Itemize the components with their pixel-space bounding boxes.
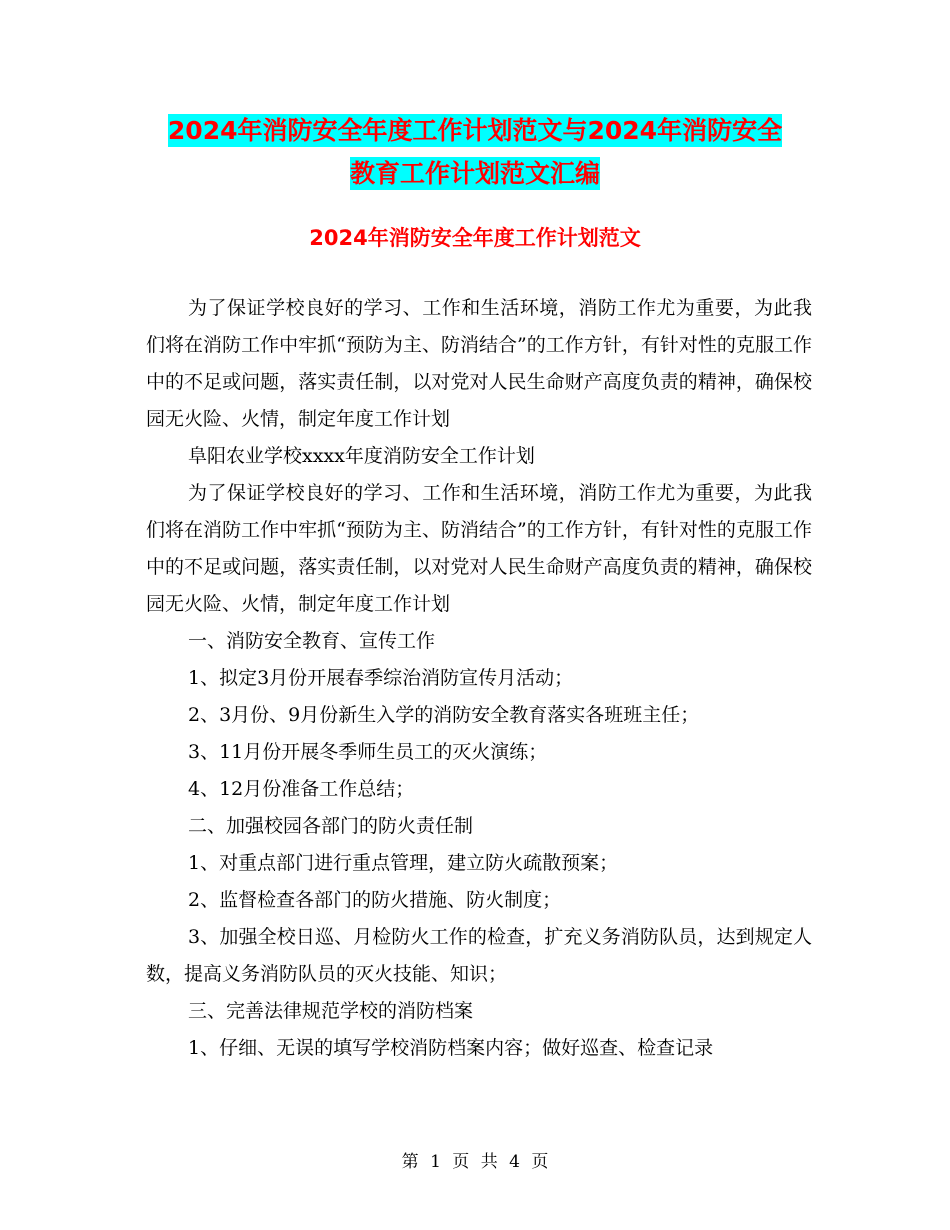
document-body xyxy=(146,290,812,1067)
list-item: 4、12月份准备工作总结； xyxy=(188,778,415,800)
section-heading-1: 一、消防安全教育、宣传工作 xyxy=(188,630,436,652)
document-title-text-1: 2024年消防安全年度工作计划范文与2024年消防安全 xyxy=(167,116,783,145)
document-title-line-2 xyxy=(0,151,950,197)
paragraph-intro-repeat: 为了保证学校良好的学习、工作和生活环境，消防工作尤为重要，为此我们将在消防工作中牢抓“预防为主、防消结合”的工作方针，有针对性的克服工作中的不足或问题，落实责任制，以对党对人民生命财产高度负责的精神，确保校园无火险、火情，制定年度工作计划 xyxy=(146,482,812,615)
list-item: 3、加强全校日巡、月检防火工作的检查，扩充义务消防队员，达到规定人数，提高义务消防队员的灭火技能、知识； xyxy=(146,926,812,985)
document-title-text-2: 教育工作计划范文汇编 xyxy=(349,159,600,188)
list-item: 1、仔细、无误的填写学校消防档案内容；做好巡查、检查记录 xyxy=(188,1037,714,1059)
list-item: 1、拟定3月份开展春季综治消防宣传月活动； xyxy=(188,667,574,689)
section-heading-3: 三、完善法律规范学校的消防档案 xyxy=(188,1000,474,1022)
list-item: 2、3月份、9月份新生入学的消防安全教育落实各班班主任； xyxy=(188,704,700,726)
section-heading-2: 二、加强校园各部门的防火责任制 xyxy=(188,815,474,837)
list-item: 1、对重点部门进行重点管理，建立防火疏散预案； xyxy=(188,852,619,874)
school-plan-heading: 阜阳农业学校xxxx年度消防安全工作计划 xyxy=(188,445,535,467)
document-title-line-1 xyxy=(0,108,950,154)
page-footer: 第 1 页 共 4 页 xyxy=(401,1152,549,1172)
list-item: 3、11月份开展冬季师生员工的灭火演练； xyxy=(188,741,548,763)
paragraph-intro: 为了保证学校良好的学习、工作和生活环境，消防工作尤为重要，为此我们将在消防工作中牢抓“预防为主、防消结合”的工作方针，有针对性的克服工作中的不足或问题，落实责任制，以对党对人民生命财产高度负责的精神，确保校园无火险、火情，制定年度工作计划 xyxy=(146,297,812,430)
list-item: 2、监督检查各部门的防火措施、防火制度； xyxy=(188,889,562,911)
section-title: 2024年消防安全年度工作计划范文 xyxy=(309,226,641,250)
